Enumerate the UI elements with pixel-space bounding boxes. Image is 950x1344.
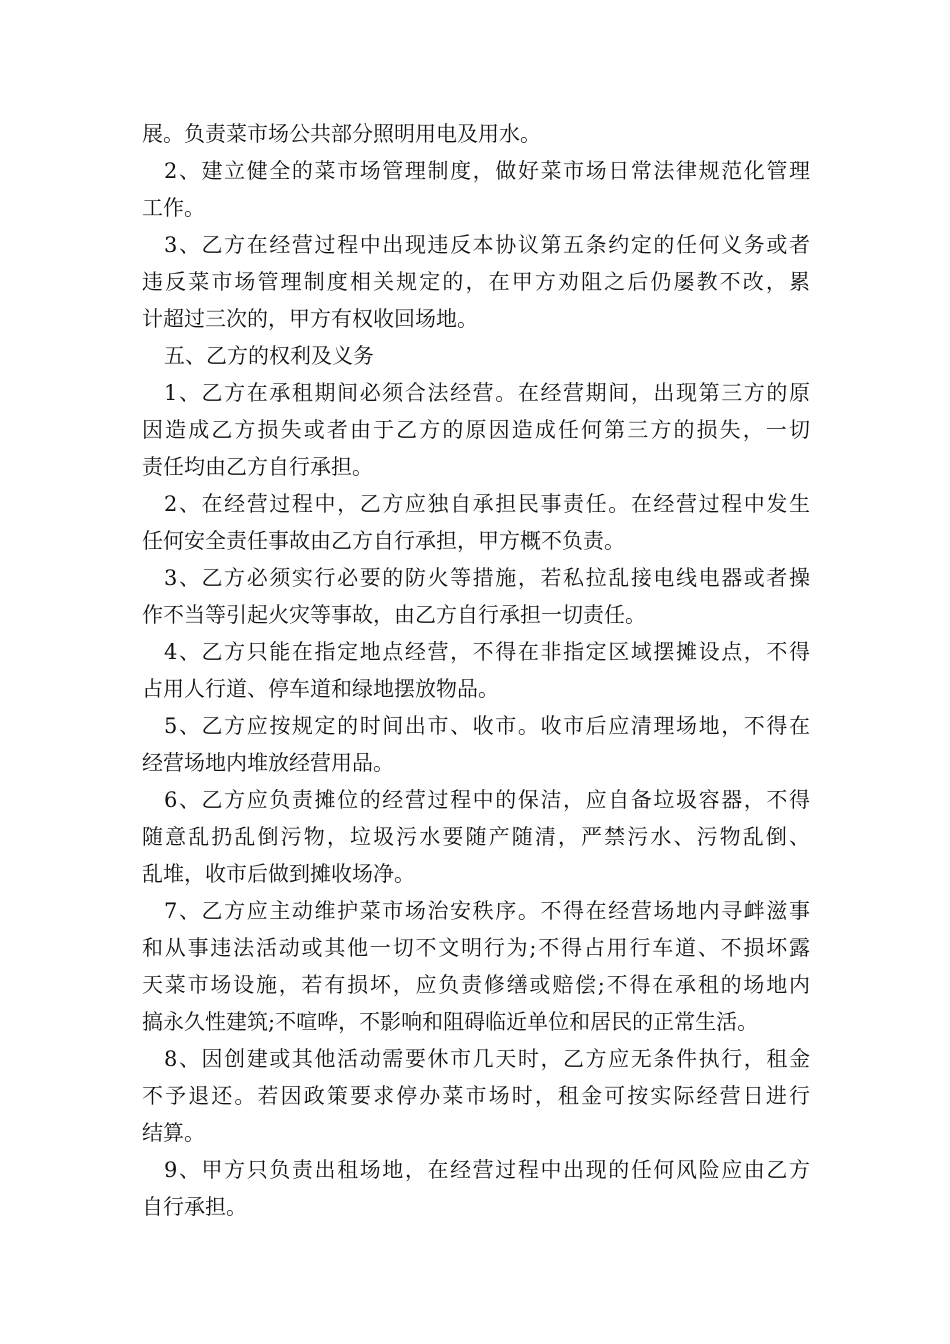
text-line: 2、建立健全的菜市场管理制度，做好菜市场日常法律规范化管理 xyxy=(164,159,810,183)
text-line: 乱堆，收市后做到摊收场净。 xyxy=(142,862,415,886)
text-line: 4、乙方只能在指定地点经营，不得在非指定区域摆摊设点，不得 xyxy=(164,640,810,664)
text-line: 和从事违法活动或其他一切不文明行为;不得占用行车道、不损坏露 xyxy=(142,936,810,960)
text-line: 经营场地内堆放经营用品。 xyxy=(142,751,394,775)
text-line: 天菜市场设施，若有损坏，应负责修缮或赔偿;不得在承租的场地内 xyxy=(142,973,810,997)
text-line: 1、乙方在承租期间必须合法经营。在经营期间，出现第三方的原 xyxy=(164,381,810,405)
text-line: 违反菜市场管理制度相关规定的，在甲方劝阻之后仍屡教不改，累 xyxy=(142,270,810,294)
text-line: 随意乱扔乱倒污物，垃圾污水要随产随清，严禁污水、污物乱倒、 xyxy=(142,825,810,849)
text-line: 结算。 xyxy=(142,1121,205,1145)
text-line: 自行承担。 xyxy=(142,1195,247,1219)
text-line: 5、乙方应按规定的时间出市、收市。收市后应清理场地，不得在 xyxy=(164,714,810,738)
text-line: 7、乙方应主动维护菜市场治安秩序。不得在经营场地内寻衅滋事 xyxy=(164,899,810,923)
text-line: 作不当等引起火灾等事故，由乙方自行承担一切责任。 xyxy=(142,603,646,627)
text-line: 工作。 xyxy=(142,196,205,220)
text-line: 3、乙方在经营过程中出现违反本协议第五条约定的任何义务或者 xyxy=(164,233,810,257)
text-line: 8、因创建或其他活动需要休市几天时，乙方应无条件执行，租金 xyxy=(164,1047,810,1071)
text-line: 搞永久性建筑;不喧哗，不影响和阻碍临近单位和居民的正常生活。 xyxy=(142,1010,759,1034)
text-line: 9、甲方只负责出租场地，在经营过程中出现的任何风险应由乙方 xyxy=(164,1158,810,1182)
text-line: 2、在经营过程中，乙方应独自承担民事责任。在经营过程中发生 xyxy=(164,492,810,516)
text-line: 占用人行道、停车道和绿地摆放物品。 xyxy=(142,677,499,701)
text-line: 不予退还。若因政策要求停办菜市场时，租金可按实际经营日进行 xyxy=(142,1084,810,1108)
text-line: 3、乙方必须实行必要的防火等措施，若私拉乱接电线电器或者操 xyxy=(164,566,810,590)
text-line: 任何安全责任事故由乙方自行承担，甲方概不负责。 xyxy=(142,529,625,553)
section-heading: 五、乙方的权利及义务 xyxy=(164,344,374,368)
text-line: 展。负责菜市场公共部分照明用电及用水。 xyxy=(142,122,541,146)
text-line: 责任均由乙方自行承担。 xyxy=(142,455,373,479)
text-line: 6、乙方应负责摊位的经营过程中的保洁，应自备垃圾容器，不得 xyxy=(164,788,810,812)
text-line: 因造成乙方损失或者由于乙方的原因造成任何第三方的损失，一切 xyxy=(142,418,810,442)
text-line: 计超过三次的，甲方有权收回场地。 xyxy=(142,307,478,331)
